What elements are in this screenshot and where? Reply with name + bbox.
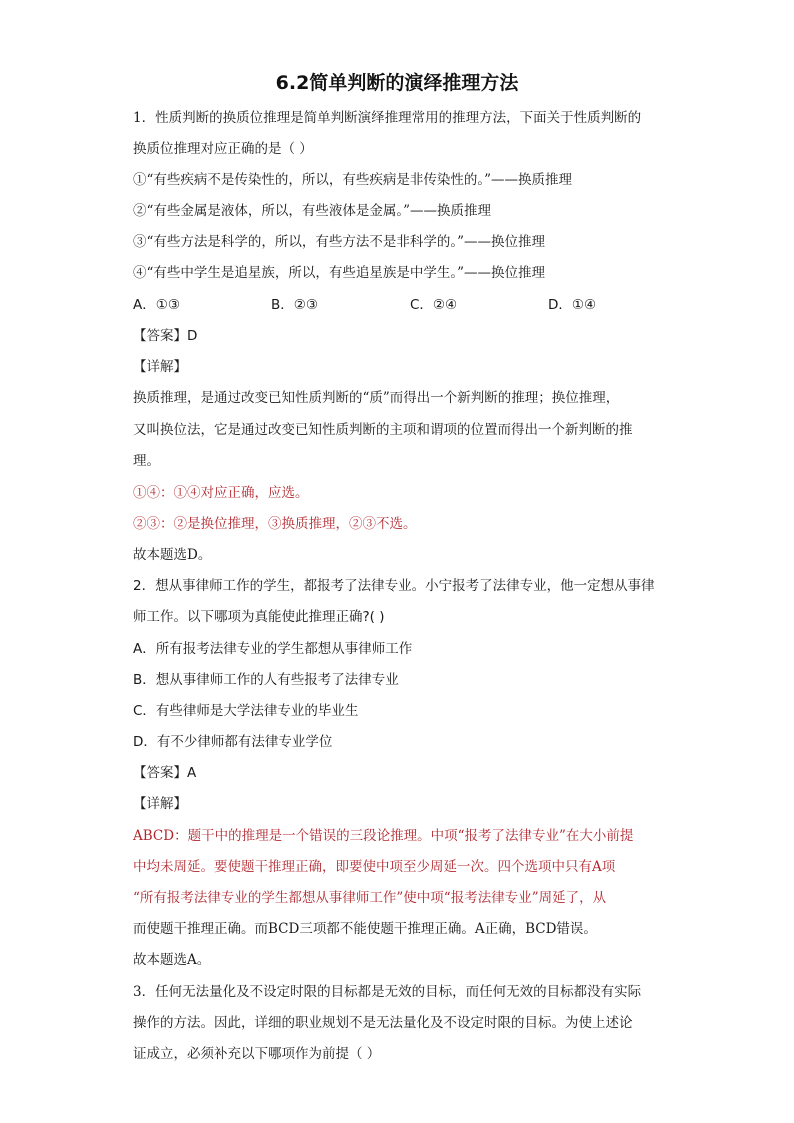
q2-option-b: B．想从事律师工作的人有些报考了法律专业 <box>133 672 399 688</box>
q3-stem-line-2: 操作的方法。因此，详细的职业规划不是无法量化及不设定时限的目标。为使上述论 <box>133 1015 633 1031</box>
q1-stem-line-2: 换质位推理对应正确的是（ ） <box>133 141 313 157</box>
q1-item-3: ③“有些方法是科学的，所以，有些方法不是非科学的。”——换位推理 <box>133 234 546 250</box>
q1-option-b: B．②③ <box>271 297 318 313</box>
q1-item-1: ①“有些疾病不是传染性的，所以，有些疾病是非传染性的。”——换质推理 <box>133 172 573 188</box>
q2-analysis-line-2: 中均未周延。要使题干推理正确，即要使中项至少周延一次。四个选项中只有A项 <box>133 859 616 875</box>
q2-analysis-line-3: “所有报考法律专业的学生都想从事律师工作”使中项“报考法律专业”周延了，从 <box>133 890 607 906</box>
q1-analysis-line-1: ①④：①④对应正确，应选。 <box>133 485 309 501</box>
q1-detail-line-3: 理。 <box>133 453 160 469</box>
q2-option-c: C．有些律师是大学法律专业的毕业生 <box>133 703 359 719</box>
q1-analysis-line-2: ②③：②是换位推理，③换质推理，②③不选。 <box>133 516 417 532</box>
q2-analysis-line-1: ABCD：题干中的推理是一个错误的三段论推理。中项“报考了法律专业”在大小前提 <box>133 828 634 844</box>
q1-option-d: D．①④ <box>548 297 597 313</box>
q1-answer: 【答案】D <box>133 328 198 344</box>
q2-option-d: D．有不少律师都有法律专业学位 <box>133 734 333 750</box>
q2-detail-label: 【详解】 <box>133 796 187 812</box>
q1-conclusion: 故本题选D。 <box>133 547 212 563</box>
q1-stem-line-1: 1．性质判断的换质位推理是简单判断演绎推理常用的推理方法，下面关于性质判断的 <box>133 110 642 126</box>
q2-stem-line-1: 2．想从事律师工作的学生，都报考了法律专业。小宁报考了法律专业，他一定想从事律 <box>133 578 655 594</box>
q1-detail-label: 【详解】 <box>133 359 187 375</box>
q1-item-2: ②“有些金属是液体，所以，有些液体是金属。”——换质推理 <box>133 203 492 219</box>
q1-detail-line-2: 又叫换位法，它是通过改变已知性质判断的主项和谓项的位置而得出一个新判断的推 <box>133 422 633 438</box>
q1-option-c: C．②④ <box>410 297 458 313</box>
q3-stem-line-3: 证成立，必须补充以下哪项作为前提（ ） <box>133 1046 381 1062</box>
q2-conclusion: 故本题选A。 <box>133 952 211 968</box>
page-title: 6.2简单判断的演绎推理方法 <box>275 72 519 94</box>
q1-item-4: ④“有些中学生是追星族，所以，有些追星族是中学生。”——换位推理 <box>133 265 546 281</box>
q1-detail-line-1: 换质推理，是通过改变已知性质判断的“质”而得出一个新判断的推理；换位推理， <box>133 390 620 406</box>
q2-option-a: A．所有报考法律专业的学生都想从事律师工作 <box>133 641 413 657</box>
q2-analysis-line-4: 而使题干推理正确。而BCD三项都不能使题干推理正确。A正确，BCD错误。 <box>133 921 597 937</box>
q2-answer: 【答案】A <box>133 765 197 781</box>
q3-stem-line-1: 3．任何无法量化及不设定时限的目标都是无效的目标，而任何无效的目标都没有实际 <box>133 984 642 1000</box>
q2-stem-line-2: 师工作。以下哪项为真能使此推理正确?( ) <box>133 609 385 625</box>
q1-option-a: A．①③ <box>133 297 180 313</box>
